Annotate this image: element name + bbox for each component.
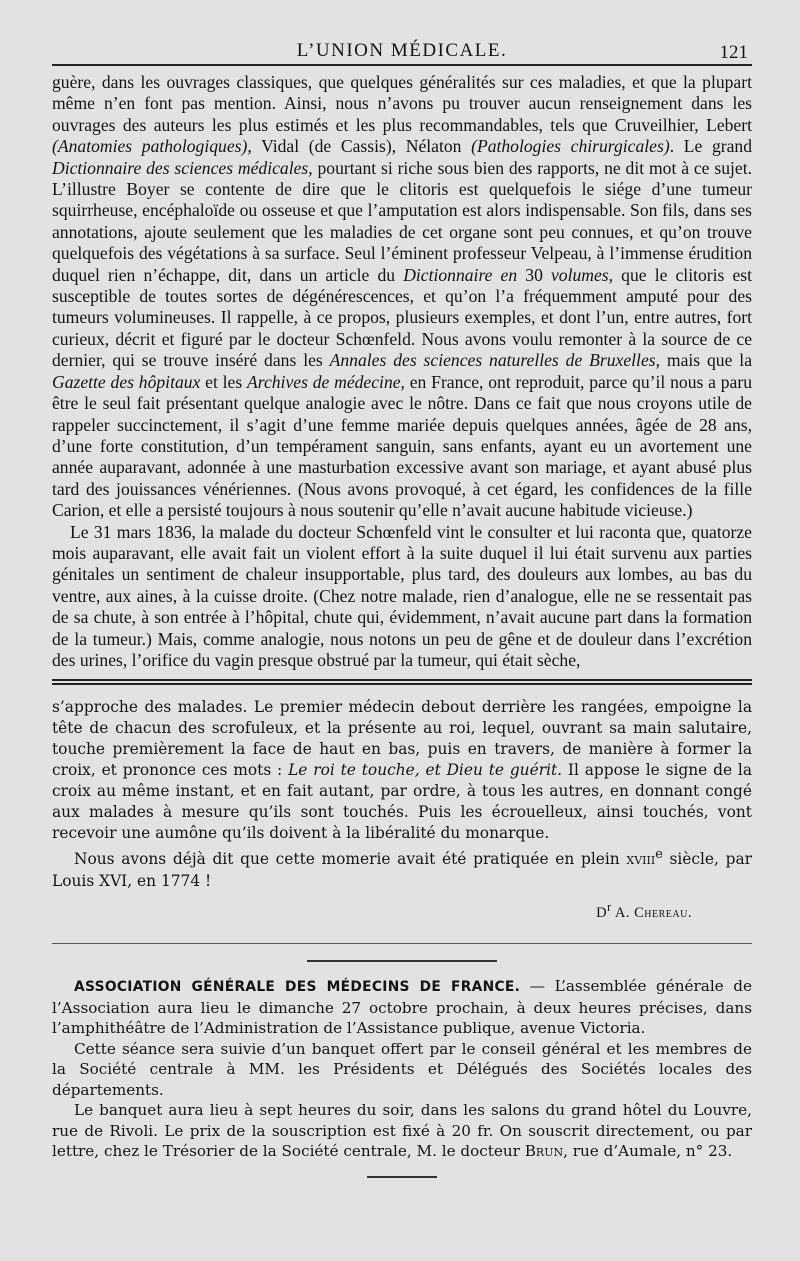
text-run: s’approche des malades. Le premier médecin debout derrière les rangées, empoigne la tête de chacun des scrofuleux, et la présente au roi, lequel, ouvrant sa main salutaire, touche premièrement la face de haut en bas, puis en travers, de manière à former la croix, et prononce ces mots : [52,698,752,780]
news-section [52,976,752,1162]
treasurer-name: Brun [524,1142,564,1161]
feuilleton-text: Nous avons déjà dit que cette momerie avait été pratiquée en plein [74,850,627,869]
news-paragraph: Cette séance sera suivie d’un banquet offert par le conseil général et les membres de la Société centrale à MM. les Présidents et Délégués des Sociétés locales des départements. [52,1039,752,1099]
text-run: mais que la [660,350,752,371]
italic-run: Dictionnaire en [403,264,518,285]
section-rule-short [307,960,497,962]
text-run: et les [200,371,248,392]
italic-run: Le roi te touche, et Dieu te guérit. [288,761,563,780]
italic-run: Archives de médecine, [247,371,405,392]
text-run: Il appose le signe de la croix au même instant, et en fait autant, par ordre, à tous les autres, en donnant congé aux malades à mesure qu’ils sont touchés. Puis les écrouelleux, ainsi touchés, vont recevoir une aumône qu’ils doivent à la libéralité du monarque. [52,761,753,843]
feuilleton-text: siècle, par Louis XVI, en 1774 ! [52,850,753,890]
italic-run: Gazette des hôpitaux [52,371,201,392]
italic-run: (Pathologies chirurgicales) [471,136,670,157]
signature-title-sup: r [607,899,612,914]
signature-title: D [596,904,608,921]
text-run: pourtant si riche sous bien des rapports, ne dit mot à ce sujet. L’illustre Boyer se contente de dire que le clitoris est quelquefois le siége d’une tumeur squirrheuse, encéphaloïde ou osseuse et que l’amputation est alors indispensable. Son fils, dans ses annotations, ajoute seulement que les maladies de cet organe sont peu connues, et qu’on trouve quelquefois des végétations à sa surface. Seul l’éminent professeur Velpeau, à l’immense érudition duquel rien n’échappe, dit, dans un article du [52,157,752,285]
author-signature [52,900,692,922]
article-paragraph: Le 31 mars 1836, la malade du docteur Schœnfeld vint le consulter et lui raconta que, quatorze mois auparavant, elle avait fait un violent effort à la suite duquel il lui était survenu aux parties génitales un sentiment de chaleur insupportable, plus tard, des douleurs aux lombes, au bas du ventre, aux aines, à la cuisse droite. (Chez notre malade, rien d’analogue, elle ne se ressentait pas de sa chute, à son entrée à l’hôpital, chute qui, évidemment, n’avait aucune part dans la formation de la tumeur.) Mais, comme analogie, nous notons un peu de gêne et de douleur dans l’excrétion des urines, l’orifice du vagin presque obstrué par la tumeur, qui était sèche, [52,521,752,670]
news-heading: ASSOCIATION GÉNÉRALE DES MÉDECINS DE FRANCE. [74,979,521,996]
news-paragraph [52,1100,752,1162]
journal-title: L’UNION MÉDICALE. [296,40,508,61]
century-suffix: e [655,847,663,863]
text-run: en France, ont reproduit, parce qu’il nous a paru être le seul fait présentant quelque analogie avec le nôtre. Dans ce fait que nous croyons utile de rappeler succinctement, il s’agit d’une femme mariée depuis quelques années, âgée de 28 ans, d’une forte constitution, d’un tempérament sanguin, sans enfants, ayant eu un avortement une année auparavant, adonnée à une masturbation excessive avant son mariage, et ayant abusé plus tard des jouissances vénériennes. (Nous avons provoqué, à cet égard, les confidences de la fille Carion, et elle a persisté toujours à nous soutenir qu’elle n’avait aucune habitude vicieuse.) [52,371,753,521]
news-text: , rue d’Aumale, n° 23. [563,1142,733,1161]
signature-name: A. Chereau. [611,904,692,921]
feuilleton [52,697,752,921]
footer-rule [367,1176,437,1178]
main-article [52,72,752,671]
text-run: que le clitoris est susceptible de toutes sortes de dégénérescences, et qu’on l’a fréquemment amputé pour des tumeurs volumineuses. Il rappelle, à ce propos, plusieurs exemples, et dont l’un, entre autres, fort curieux, décrit et figuré par le docteur Schœnfeld. Nous avons voulu remonter à la source de ce dernier, qui se trouve inséré dans les [52,264,753,371]
text-run: 30 [517,264,551,285]
page-number: 121 [719,42,748,63]
text-run: . Le grand [669,136,752,157]
news-paragraph [52,976,752,1039]
text-run: guère, dans les ouvrages classiques, que quelques généralités sur ces maladies, et que la plupart même n’en font pas mention. Ainsi, nous n’avons pu trouver aucun renseignement dans les ouvrages des auteurs les plus estimés et les plus recommandables, tels que Cruveilhier, Lebert [52,72,752,135]
feuilleton-paragraph [52,697,752,844]
feuilleton-paragraph [52,844,752,891]
italic-run: (Anatomies pathologiques) [52,136,248,157]
century-numeral: xviii [626,850,656,869]
article-paragraph [52,72,752,522]
feuilleton-separator [52,679,752,685]
italic-run: volumes, [551,264,614,285]
italic-run: Dictionnaire des sciences médicales, [52,157,313,178]
text-run: , Vidal (de Cassis), Nélaton [247,136,472,157]
italic-run: Annales des sciences naturelles de Bruxelles, [329,350,660,371]
header-rule [52,64,752,66]
section-rule [52,943,752,944]
page-header [52,0,752,64]
news-text: Le banquet aura lieu à sept heures du soir, dans les salons du grand hôtel du Louvre, rue de Rivoli. Le prix de la souscription est fixé à 20 fr. On souscrit directement, ou par lettre, chez le Trésorier de la Société centrale, M. le docteur [52,1101,752,1161]
news-text: — L’assemblée générale de l’Association aura lieu le dimanche 27 octobre prochain, à deux heures précises, dans l’amphithéâtre de l’Administration de l’Assistance publique, avenue Victoria. [52,977,752,1038]
